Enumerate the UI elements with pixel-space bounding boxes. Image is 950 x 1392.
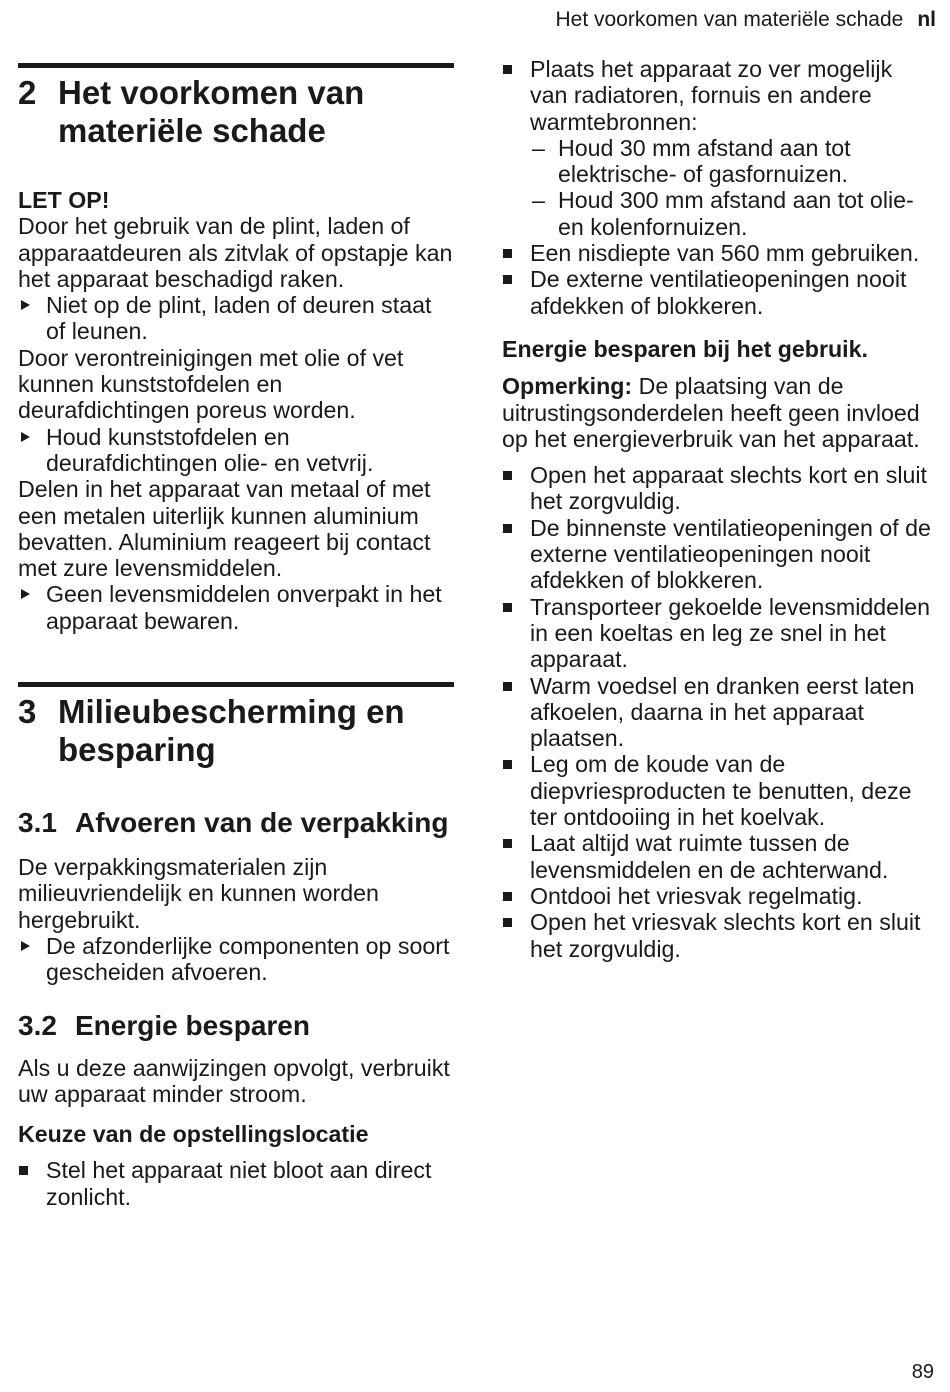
bullet-item: Leg om de koude van de diepvriesproducten te benutten, deze ter ontdooiing in het koelvak. xyxy=(502,751,934,830)
paragraph: De verpakkingsmaterialen zijn milieuvriendelijk en kunnen worden hergebruikt. xyxy=(18,854,379,933)
chapter-2-heading xyxy=(18,63,454,150)
bullet-item: Transporteer gekoelde levensmiddelen in een koeltas en leg ze snel in het apparaat. xyxy=(502,594,934,673)
instruction-item: Geen levensmiddelen onverpakt in het apparaat bewaren. xyxy=(18,581,454,634)
bullet-item: Een nisdiepte van 560 mm gebruiken. xyxy=(502,240,934,266)
page-number: 89 xyxy=(911,1361,934,1383)
paragraph: Als u deze aanwijzingen opvolgt, verbruikt uw apparaat minder stroom. xyxy=(18,1054,450,1107)
chapter-title: Het voorkomen van materiële schade xyxy=(58,74,365,149)
instruction-item: De afzonderlijke componenten op soort gescheiden afvoeren. xyxy=(18,933,454,986)
bullet-item: De externe ventilatieopeningen nooit afdekken of blokkeren. xyxy=(502,266,934,319)
dash-item: – Houd 300 mm afstand aan tot olie- en kolenfornuizen. xyxy=(502,187,934,240)
bullet-item: Plaats het apparaat zo ver mogelijk van radiatoren, fornuis en andere warmtebronnen: xyxy=(502,56,934,135)
section-title: Energie besparen xyxy=(75,1009,310,1041)
paragraph: Door het gebruik van de plint, laden of apparaatdeuren als zitvlak of opstapje kan het apparaat beschadigd raken. xyxy=(18,213,453,292)
subheading-energy-use: Energie besparen bij het gebruik. xyxy=(502,335,868,362)
section-number: 3.2 xyxy=(18,1009,57,1041)
instruction-item: Niet op de plint, laden of deuren staat of leunen. xyxy=(18,292,454,345)
note-label: Opmerking: xyxy=(502,373,633,400)
bullet-item: Stel het apparaat niet bloot aan direct zonlicht. xyxy=(18,1157,454,1210)
section-3-1-heading xyxy=(18,806,454,840)
chapter-3-heading xyxy=(18,682,454,769)
left-column xyxy=(18,56,454,1210)
section-title: Afvoeren van de verpakking xyxy=(75,807,449,839)
bullet-item: Open het vriesvak slechts kort en sluit het zorgvuldig. xyxy=(502,909,934,962)
bullet-item: Laat altijd wat ruimte tussen de levensmiddelen en de achterwand. xyxy=(502,830,934,883)
chapter-number: 2 xyxy=(18,74,37,111)
bullet-item: De binnenste ventilatieopeningen of de externe ventilatieopeningen nooit afdekken of blokkeren. xyxy=(502,515,934,594)
paragraph: Door verontreinigingen met olie of vet kunnen kunststofdelen en deurafdichtingen poreus worden. xyxy=(18,344,404,424)
running-title: Het voorkomen van materiële schade xyxy=(555,8,904,31)
right-column xyxy=(502,56,934,962)
bullet-item: Warm voedsel en dranken eerst laten afkoelen, daarna in het apparaat plaatsen. xyxy=(502,673,934,752)
attention-label: LET OP! xyxy=(18,187,110,213)
section-number: 3.1 xyxy=(18,807,57,839)
running-header xyxy=(555,8,936,32)
chapter-number: 3 xyxy=(18,693,37,731)
subheading-location: Keuze van de opstellingslocatie xyxy=(18,1121,369,1148)
note-paragraph xyxy=(502,373,934,452)
note-text: De plaatsing van de uitrustingsonderdelen heeft geen invloed op het energieverbruik van het apparaat. xyxy=(502,373,920,452)
language-code: nl xyxy=(917,8,936,31)
section-3-2-heading xyxy=(18,1009,454,1043)
instruction-item: Houd kunststofdelen en deurafdichtingen olie- en vetvrij. xyxy=(18,424,454,477)
chapter-title: Milieubescherming en besparing xyxy=(58,693,405,769)
dash-item: – Houd 30 mm afstand aan tot elektrische- of gasfornuizen. xyxy=(502,135,934,188)
bullet-item: Ontdooi het vriesvak regelmatig. xyxy=(502,883,934,909)
paragraph: Delen in het apparaat van metaal of met een metalen uiterlijk kunnen aluminium bevatten. Aluminium reageert bij contact met zure levensmiddelen. xyxy=(18,476,431,582)
bullet-item: Open het apparaat slechts kort en sluit het zorgvuldig. xyxy=(502,462,934,515)
